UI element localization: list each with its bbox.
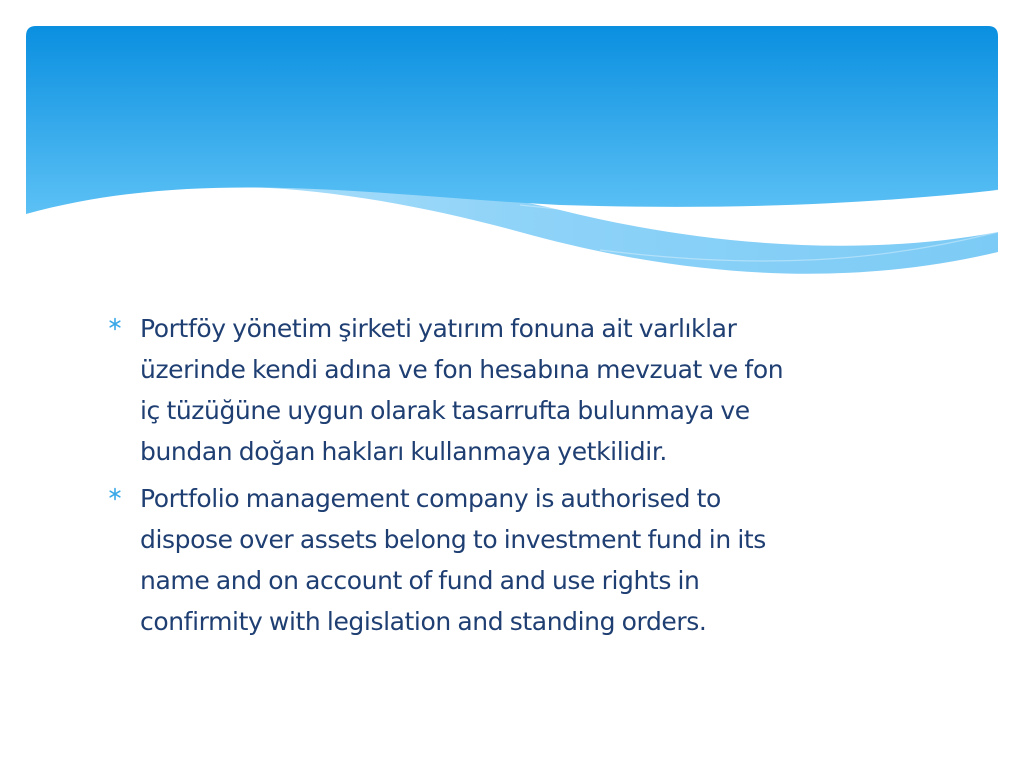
asterisk-icon [108,317,122,331]
asterisk-icon [108,487,122,501]
bullet-item [108,478,908,642]
bullet-text: Portföy yönetim şirketi yatırım fonuna ait varlıklar üzerinde kendi adına ve fon hesabına mevzuat ve fon iç tüzüğüne uygun olarak tasarrufta bulunmaya ve bundan doğan hakları kullanmaya yetkilidir. [140,314,784,466]
bullet-list [108,308,908,648]
bullet-item [108,308,908,472]
header-wave-banner [0,0,1024,300]
bullet-text: Portfolio management company is authorised to dispose over assets belong to investment fund in its name and on account of fund and use rights in confirmity with legislation and standing orders. [140,484,766,636]
banner-main-wave [26,26,998,214]
